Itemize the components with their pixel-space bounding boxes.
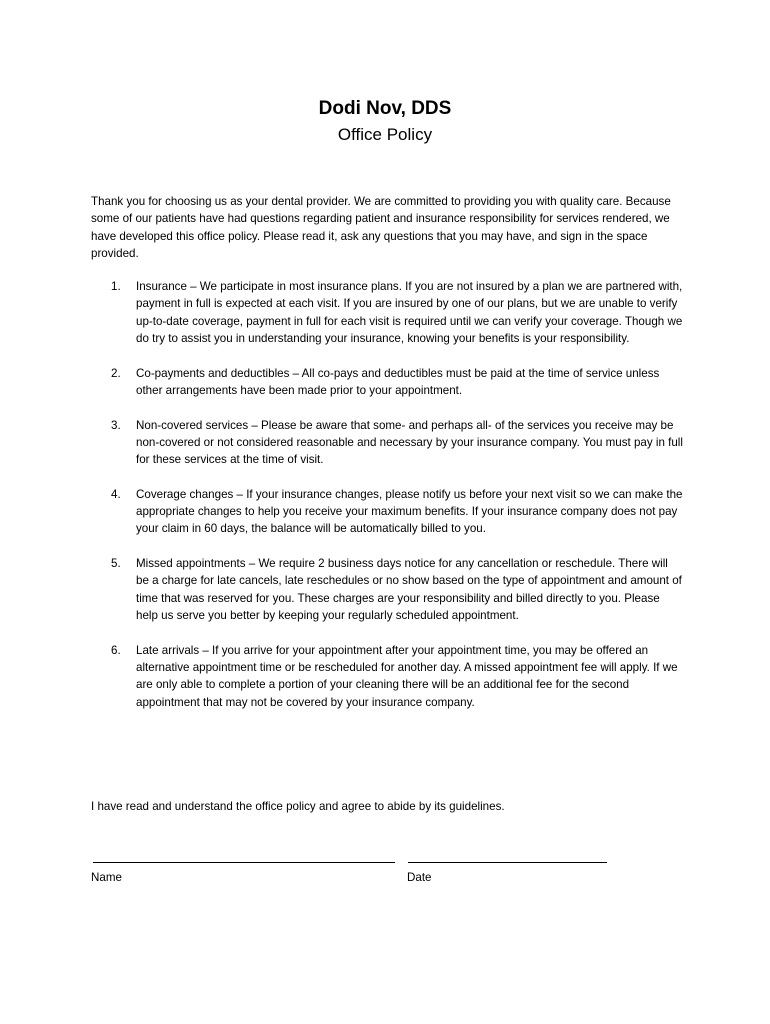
policy-text: Insurance – We participate in most insurance plans. If you are not insured by a plan we are partnered with, payment in full is expected at each visit. If you are insured by one of our plans, but we are unable to verify up-to-date coverage, payment in full for each visit is required until we can verify your coverage. Though we do try to assist you in understanding your insurance, knowing your benefits is your responsibility.	[136, 280, 683, 345]
policy-list	[91, 278, 683, 728]
office-policy-subtitle: Office Policy	[337, 125, 433, 144]
policy-text: Late arrivals – If you arrive for your appointment after your appointment time, you may be offered an alternative appointment time or be rescheduled for another day. A missed appointment fee will apply. If we are only able to complete a portion of your cleaning there will be an additional fee for the second appointment that may not be covered by your insurance company.	[136, 643, 678, 709]
policy-item-copayments	[91, 365, 683, 400]
policy-item-non-covered	[91, 417, 683, 469]
policy-number: 1.	[111, 280, 121, 293]
policy-text: Missed appointments – We require 2 business days notice for any cancellation or reschedule. There will be a charge for late cancels, late reschedules or no show based on the type of appointment and amount of time that was reserved for you. These charges are your responsibility and billed directly to you. Please help us serve you better by keeping your regularly scheduled appointment.	[136, 557, 682, 623]
policy-text: Coverage changes – If your insurance changes, please notify us before your next visit so we can make the appropriate changes to help you receive your maximum benefits. If your insurance company does not pay your claim in 60 days, the balance will be automatically billed to you.	[136, 487, 683, 536]
acknowledgement-statement: I have read and understand the office policy and agree to abide by its guidelines.	[91, 800, 505, 813]
policy-item-missed-appointments	[91, 555, 683, 624]
policy-number: 6.	[111, 643, 121, 657]
date-signature-line[interactable]	[408, 862, 607, 863]
policy-number: 2.	[111, 366, 121, 380]
policy-item-insurance	[91, 278, 683, 347]
policy-number: 3.	[111, 418, 121, 432]
policy-item-late-arrivals	[91, 642, 683, 711]
policy-text: Co-payments and deductibles – All co-pays and deductibles must be paid at the time of service unless other arrangements have been made prior to your appointment.	[136, 366, 660, 397]
name-signature-line[interactable]	[93, 862, 395, 863]
policy-item-coverage-changes	[91, 486, 683, 538]
name-label: Name	[91, 871, 122, 884]
doctor-name-title: Dodi Nov, DDS	[318, 98, 452, 119]
policy-number: 5.	[111, 557, 121, 571]
date-label: Date	[407, 871, 432, 884]
policy-number: 4.	[111, 487, 121, 501]
policy-text: Non-covered services – Please be aware that some- and perhaps all- of the services you receive may be non-covered or not considered reasonable and necessary by your insurance company. You must pay in full for these services at the time of visit.	[136, 418, 683, 467]
intro-paragraph: Thank you for choosing us as your dental provider. We are committed to providing you with quality care. Because some of our patients have had questions regarding patient and insurance responsibility for services rendered, we have developed this office policy. Please read it, ask any questions that you may have, and sign in the space provided.	[91, 195, 671, 260]
